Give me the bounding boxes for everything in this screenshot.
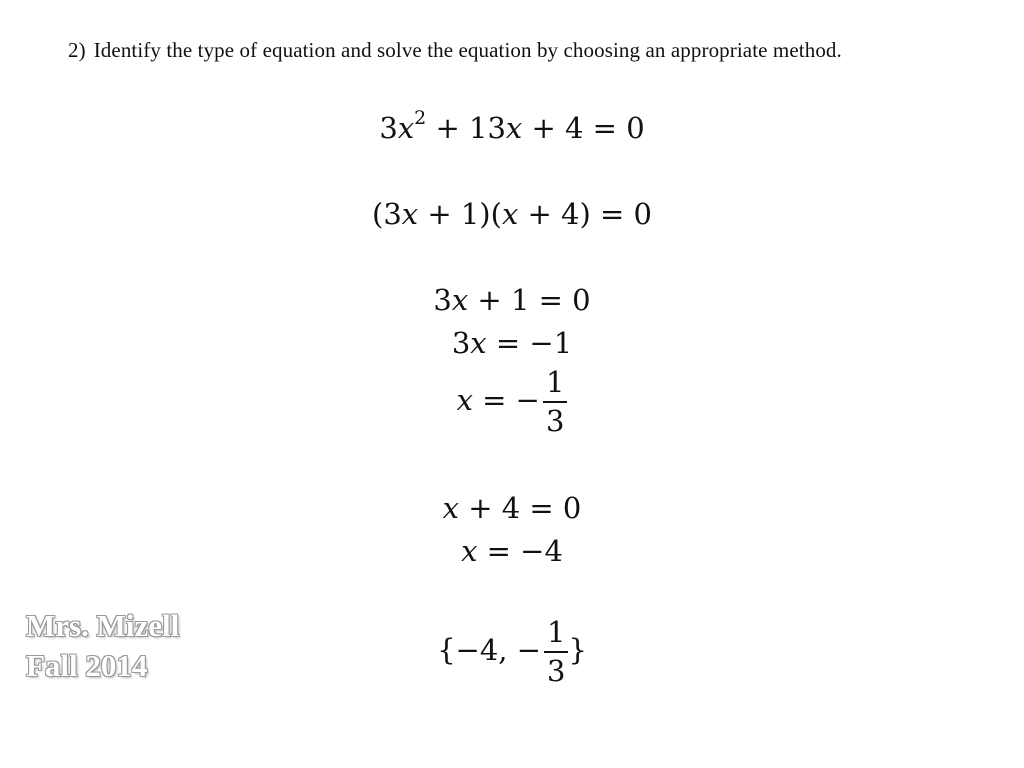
factor1-equation: 3x + 1 = 0 <box>433 283 591 317</box>
watermark-term: Fall 2014 <box>26 648 148 683</box>
factor2-solution: x = −4 <box>461 534 563 568</box>
solution-set: {−4, − $\frac{1}{3}$ } <box>437 615 587 688</box>
watermark-author: Mrs. Mizell <box>26 608 180 643</box>
problem-statement <box>68 38 988 63</box>
factor1-isolate: 3x = −1 <box>451 326 573 360</box>
factor2-equation: x + 4 = 0 <box>442 491 582 525</box>
factor1-solution: x = − $\frac{1}{3}$ <box>0 368 1024 436</box>
factored-equation: (3x + 1)(x + 4) = 0 <box>372 197 652 231</box>
fraction-one-third: $\frac{1}{3}$ <box>543 368 567 436</box>
problem-text: Identify the type of equation and solve the equation by choosing an appropriate method. <box>93 38 842 62</box>
original-equation: $3x^2 + 13x + 4 = 0$ <box>379 107 645 145</box>
problem-number: 2) <box>68 38 86 62</box>
author-watermark <box>26 606 179 686</box>
fraction-one-third-set: $\frac{1}{3}$ <box>544 618 568 686</box>
